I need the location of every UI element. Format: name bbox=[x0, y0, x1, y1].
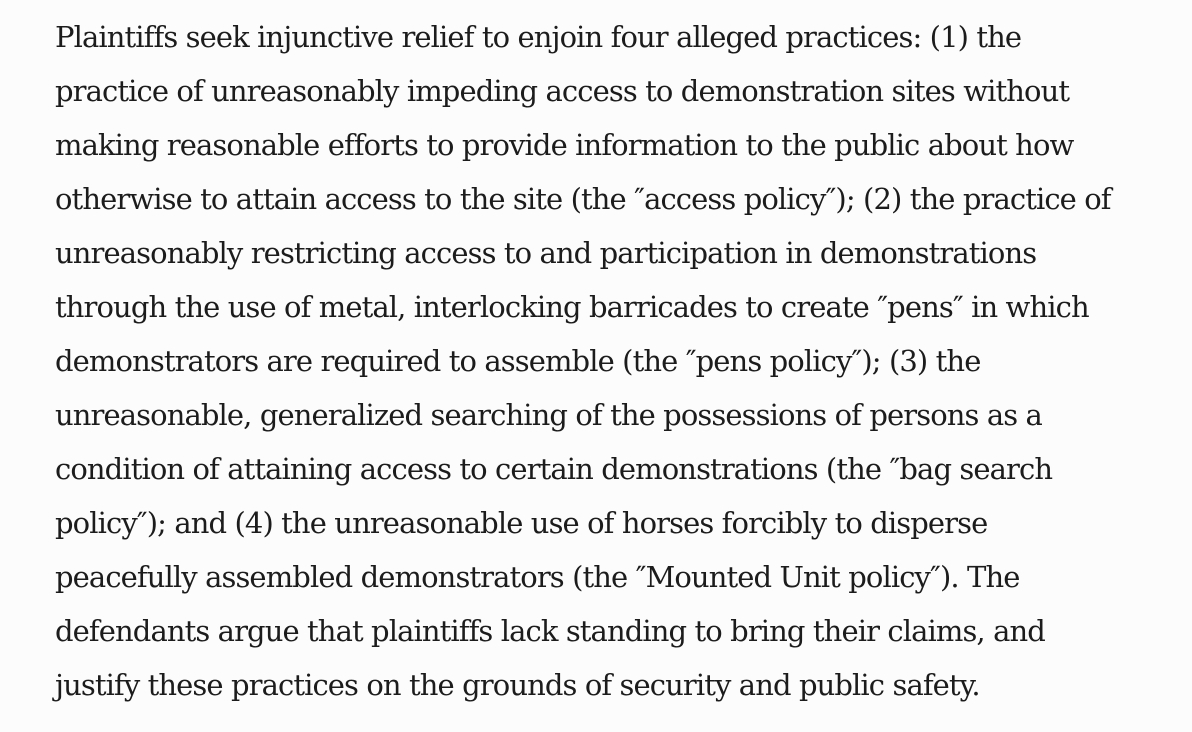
body-paragraph bbox=[55, 10, 1192, 712]
paragraph-line-7: demonstrators are required to assemble (the ″pens policy″); (3) the bbox=[55, 344, 981, 378]
paragraph-line-13: justify these practices on the grounds of security and public safety. bbox=[55, 668, 980, 702]
paragraph-line-6: through the use of metal, interlocking barricades to create ″pens″ in which bbox=[55, 290, 1089, 324]
paragraph-line-4: otherwise to attain access to the site (the ″access policy″); (2) the practice of bbox=[55, 182, 1111, 216]
paragraph-line-5: unreasonably restricting access to and participation in demonstrations bbox=[55, 236, 1037, 270]
paragraph-line-1: Plaintiffs seek injunctive relief to enjoin four alleged practices: (1) the bbox=[55, 20, 1022, 54]
paragraph-line-3: making reasonable efforts to provide information to the public about how bbox=[55, 128, 1074, 162]
paragraph-line-11: peacefully assembled demonstrators (the ″Mounted Unit policy″). The bbox=[55, 560, 1020, 594]
paragraph-line-2: practice of unreasonably impeding access to demonstration sites without bbox=[55, 74, 1070, 108]
paragraph-line-12: defendants argue that plaintiffs lack standing to bring their claims, and bbox=[55, 614, 1045, 648]
paragraph-line-8: unreasonable, generalized searching of the possessions of persons as a bbox=[55, 398, 1042, 432]
paragraph-line-9: condition of attaining access to certain demonstrations (the ″bag search bbox=[55, 452, 1053, 486]
paragraph-line-10: policy″); and (4) the unreasonable use of horses forcibly to disperse bbox=[55, 506, 988, 540]
